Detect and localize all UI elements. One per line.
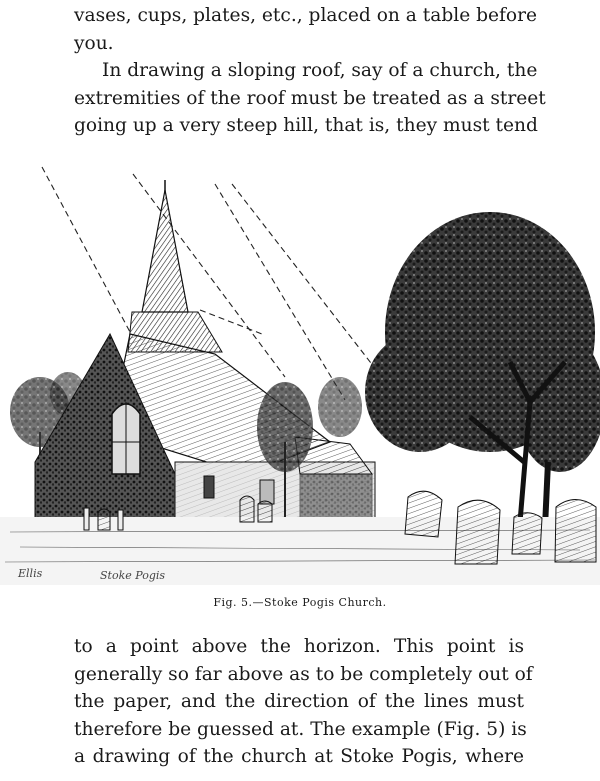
text-line: a drawing of the church at Stoke Pogis, where [74,746,524,767]
figure-caption: Fig. 5.—Stoke Pogis Church. [213,596,387,609]
text-line: the paper, and the direction of the lines must [74,691,524,712]
text-line: In drawing a sloping roof, say of a church, the [102,60,538,81]
text-line: going up a very steep hill, that is, they must tend [74,115,538,136]
large-tree [365,212,600,527]
text-line: you. [74,32,114,54]
text-block-top [74,2,546,140]
church-illustration [0,162,600,587]
text-line: therefore be guessed at. The example (Fig. 5) is [74,718,527,740]
text-block-bottom [74,633,533,771]
text-line: vases, cups, plates, etc., placed on a table before [74,5,537,26]
text-line: generally so far above as to be completely out of [74,663,533,685]
text-line: extremities of the roof must be treated as a street [74,87,546,109]
artist-signature: Ellis [18,567,43,580]
location-signature: Stoke Pogis [100,569,166,582]
church [35,180,375,522]
text-line: to a point above the horizon. This point is [74,636,524,657]
